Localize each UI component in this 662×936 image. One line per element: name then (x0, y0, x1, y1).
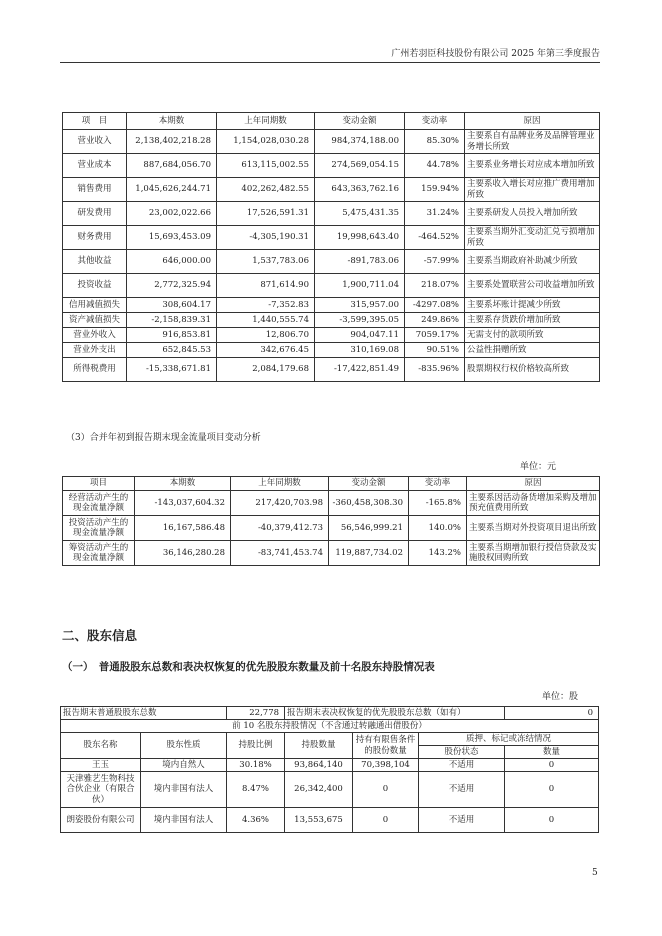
t2-cell-rate: -165.8% (409, 491, 467, 516)
t2-header-change: 变动金额 (329, 477, 409, 491)
t1-cell-prior: 12,806.70 (217, 328, 315, 343)
table-row (61, 759, 599, 772)
col-share-status: 股份状态 (419, 746, 505, 759)
t1-cell-rate: 7059.17% (405, 328, 465, 343)
t1-cell-rate: -4297.08% (405, 298, 465, 313)
t1-cell-item: 销售费用 (63, 178, 127, 202)
t1-cell-item: 其他收益 (63, 250, 127, 274)
t1-header-prior: 上年同期数 (217, 113, 315, 130)
t1-cell-prior: 342,676.45 (217, 343, 315, 358)
table-row (63, 313, 600, 328)
t1-cell-change: 310,169.08 (315, 343, 405, 358)
header-rule (60, 62, 600, 63)
total-holders-value: 22,778 (227, 707, 285, 720)
t1-cell-change: 5,475,431.35 (315, 202, 405, 226)
t1-cell-rate: -835.96% (405, 358, 465, 382)
table-row (63, 491, 600, 516)
col-holding-ratio: 持股比例 (227, 733, 285, 759)
t2-cell-current: 16,167,586.48 (135, 516, 231, 541)
t1-header-change: 变动金额 (315, 113, 405, 130)
t1-cell-reason: 主要系收入增长对应推广费用增加所致 (465, 178, 600, 202)
t1-cell-rate: 90.51% (405, 343, 465, 358)
cashflow-unit-label: 单位：元 (520, 462, 557, 472)
table-row (63, 274, 600, 298)
table-row (63, 130, 600, 154)
t1-cell-current: -2,158,839.31 (127, 313, 217, 328)
total-holders-label: 报告期末普通股股东总数 (61, 707, 227, 720)
t1-cell-reason: 主要系坏账计提减少所致 (465, 298, 600, 313)
t2-cell-current: 36,146,280.28 (135, 541, 231, 566)
shareholder-unit-label: 单位：股 (542, 692, 579, 702)
table-row (63, 202, 600, 226)
t1-cell-current: 646,000.00 (127, 250, 217, 274)
t2-cell-rate: 140.0% (409, 516, 467, 541)
t3-cell-ratio: 8.47% (227, 772, 285, 808)
t1-cell-change: -891,783.06 (315, 250, 405, 274)
table-row (61, 808, 599, 833)
t1-cell-prior: 1,537,783.06 (217, 250, 315, 274)
t1-cell-rate: 159.94% (405, 178, 465, 202)
t1-header-item: 项 目 (63, 113, 127, 130)
t1-cell-current: 23,002,022.66 (127, 202, 217, 226)
t3-cell-status: 不适用 (419, 759, 505, 772)
t1-cell-change: -17,422,851.49 (315, 358, 405, 382)
report-header: 广州若羽臣科技股份有限公司 2025 年第三季度报告 (391, 49, 600, 59)
pref-holders-label: 报告期末表决权恢复的优先股股东总数（如有） (285, 707, 505, 720)
t2-header-rate: 变动率 (409, 477, 467, 491)
cashflow-section-title: （3）合并年初到报告期末现金流量项目变动分析 (66, 433, 261, 443)
col-restricted-qty: 持有有限售条件的股份数量 (353, 733, 419, 759)
t1-cell-reason: 主要系业务增长对应成本增加所致 (465, 154, 600, 178)
t3-cell-status: 不适用 (419, 808, 505, 833)
col-holder-name: 股东名称 (61, 733, 141, 759)
t3-cell-ratio: 4.36% (227, 808, 285, 833)
t1-cell-reason: 无需支付的款项所致 (465, 328, 600, 343)
t1-cell-reason: 主要系研发人员投入增加所致 (465, 202, 600, 226)
t1-cell-reason: 股票期权行权价格较高所致 (465, 358, 600, 382)
t2-header-prior: 上年同期数 (231, 477, 329, 491)
t2-header-item: 项目 (63, 477, 135, 491)
t1-cell-prior: 402,262,482.55 (217, 178, 315, 202)
t1-cell-change: 904,047.11 (315, 328, 405, 343)
t1-cell-current: 308,604.17 (127, 298, 217, 313)
t1-header-rate: 变动率 (405, 113, 465, 130)
pref-holders-value: 0 (505, 707, 599, 720)
t1-cell-current: 652,845.53 (127, 343, 217, 358)
t3-cell-name: 天津雅艺生物科技合伙企业（有限合伙） (61, 772, 141, 808)
top10-caption: 前 10 名股东持股情况（不含通过转融通出借股份） (61, 720, 599, 733)
t1-cell-change: 1,900,711.04 (315, 274, 405, 298)
shareholder-table-heading: （一） 普通股股东总数和表决权恢复的优先股股东数量及前十名股东持股情况表 (62, 661, 435, 673)
t1-cell-change: 315,957.00 (315, 298, 405, 313)
t3-cell-ratio: 30.18% (227, 759, 285, 772)
t2-cell-item: 投资活动产生的现金流量净额 (63, 516, 135, 541)
table-row (63, 343, 600, 358)
t2-cell-rate: 143.2% (409, 541, 467, 566)
t1-cell-item: 研发费用 (63, 202, 127, 226)
t1-cell-current: 916,853.81 (127, 328, 217, 343)
t2-cell-prior: -83,741,453.74 (231, 541, 329, 566)
t3-cell-qty: 13,553,675 (285, 808, 353, 833)
t2-cell-reason: 主要系因活动备货增加采购及增加预充值费用所致 (467, 491, 600, 516)
t1-cell-change: 19,998,643.40 (315, 226, 405, 250)
t3-cell-restricted: 0 (353, 772, 419, 808)
t1-cell-item: 投资收益 (63, 274, 127, 298)
page-number: 5 (592, 868, 598, 878)
t1-cell-item: 资产减值损失 (63, 313, 127, 328)
t2-cell-change: -360,458,308.30 (329, 491, 409, 516)
t3-cell-name: 王玉 (61, 759, 141, 772)
t1-cell-rate: 218.07% (405, 274, 465, 298)
table-row (63, 178, 600, 202)
t1-cell-rate: 249.86% (405, 313, 465, 328)
t1-cell-prior: 1,440,555.74 (217, 313, 315, 328)
t1-cell-prior: 613,115,002.55 (217, 154, 315, 178)
shareholder-section-title: 二、股东信息 (62, 628, 138, 643)
t1-cell-item: 营业收入 (63, 130, 127, 154)
t3-cell-qty: 93,864,140 (285, 759, 353, 772)
t1-cell-prior: -7,352.83 (217, 298, 315, 313)
t2-cell-item: 经营活动产生的现金流量净额 (63, 491, 135, 516)
t1-cell-reason: 主要系处置联营公司收益增加所致 (465, 274, 600, 298)
table-row (63, 328, 600, 343)
t3-cell-restricted: 70,398,104 (353, 759, 419, 772)
t1-cell-item: 所得税费用 (63, 358, 127, 382)
t3-cell-nature: 境内非国有法人 (141, 772, 227, 808)
t1-cell-current: 1,045,626,244.71 (127, 178, 217, 202)
shareholder-table (60, 706, 599, 833)
income-variance-table (62, 112, 600, 382)
t1-cell-reason: 公益性捐赠所致 (465, 343, 600, 358)
table-row (63, 154, 600, 178)
table-row (63, 516, 600, 541)
t1-cell-rate: -464.52% (405, 226, 465, 250)
t1-cell-change: 274,569,054.15 (315, 154, 405, 178)
t1-cell-prior: 17,526,591.31 (217, 202, 315, 226)
t2-cell-current: -143,037,604.32 (135, 491, 231, 516)
t1-cell-item: 营业外支出 (63, 343, 127, 358)
t2-header-reason: 原因 (467, 477, 600, 491)
t1-cell-reason: 主要系自有品牌业务及品牌管理业务增长所致 (465, 130, 600, 154)
t3-cell-qty: 26,342,400 (285, 772, 353, 808)
t1-header-reason: 原因 (465, 113, 600, 130)
t1-cell-reason: 主要系当期政府补助减少所致 (465, 250, 600, 274)
t1-cell-change: 984,374,188.00 (315, 130, 405, 154)
t1-cell-current: 2,772,325.94 (127, 274, 217, 298)
t3-cell-name: 朗姿股份有限公司 (61, 808, 141, 833)
col-holder-nature: 股东性质 (141, 733, 227, 759)
t2-cell-reason: 主要系当期对外投资项目退出所致 (467, 516, 600, 541)
t2-cell-reason: 主要系当期增加银行授信贷款及实施股权回购所致 (467, 541, 600, 566)
t1-cell-item: 营业外收入 (63, 328, 127, 343)
table-row (63, 250, 600, 274)
t2-cell-change: 119,887,734.02 (329, 541, 409, 566)
t1-cell-rate: 31.24% (405, 202, 465, 226)
t2-header-current: 本期数 (135, 477, 231, 491)
t1-cell-reason: 主要系存货跌价增加所致 (465, 313, 600, 328)
t1-cell-item: 信用减值损失 (63, 298, 127, 313)
t1-cell-prior: -4,305,190.31 (217, 226, 315, 250)
table-row (63, 541, 600, 566)
t2-cell-item: 筹资活动产生的现金流量净额 (63, 541, 135, 566)
t1-cell-reason: 主要系当期外汇变动汇兑亏损增加所致 (465, 226, 600, 250)
col-pledge-group: 质押、标记或冻结情况 (419, 733, 599, 746)
t1-cell-rate: 44.78% (405, 154, 465, 178)
t3-cell-count: 0 (505, 759, 599, 772)
table-row (63, 298, 600, 313)
t1-cell-item: 财务费用 (63, 226, 127, 250)
t1-cell-rate: 85.30% (405, 130, 465, 154)
t1-cell-prior: 2,084,179.68 (217, 358, 315, 382)
t2-cell-change: 56,546,999.21 (329, 516, 409, 541)
t3-cell-count: 0 (505, 772, 599, 808)
t1-cell-rate: -57.99% (405, 250, 465, 274)
t3-cell-nature: 境内自然人 (141, 759, 227, 772)
t3-cell-nature: 境内非国有法人 (141, 808, 227, 833)
t1-cell-prior: 871,614.90 (217, 274, 315, 298)
t3-cell-status: 不适用 (419, 772, 505, 808)
t1-cell-change: -3,599,395.05 (315, 313, 405, 328)
col-share-count: 数量 (505, 746, 599, 759)
t1-cell-item: 营业成本 (63, 154, 127, 178)
col-holding-qty: 持股数量 (285, 733, 353, 759)
t2-cell-prior: -40,379,412.73 (231, 516, 329, 541)
t3-cell-count: 0 (505, 808, 599, 833)
t1-cell-current: 887,684,056.70 (127, 154, 217, 178)
t1-cell-prior: 1,154,028,030.28 (217, 130, 315, 154)
t3-cell-restricted: 0 (353, 808, 419, 833)
t1-cell-current: -15,338,671.81 (127, 358, 217, 382)
table-row (63, 358, 600, 382)
table-row (61, 772, 599, 808)
cashflow-variance-table (62, 476, 600, 566)
t1-header-current: 本期数 (127, 113, 217, 130)
table-row (63, 226, 600, 250)
t1-cell-current: 15,693,453.09 (127, 226, 217, 250)
t1-cell-current: 2,138,402,218.28 (127, 130, 217, 154)
t1-cell-change: 643,363,762.16 (315, 178, 405, 202)
t2-cell-prior: 217,420,703.98 (231, 491, 329, 516)
